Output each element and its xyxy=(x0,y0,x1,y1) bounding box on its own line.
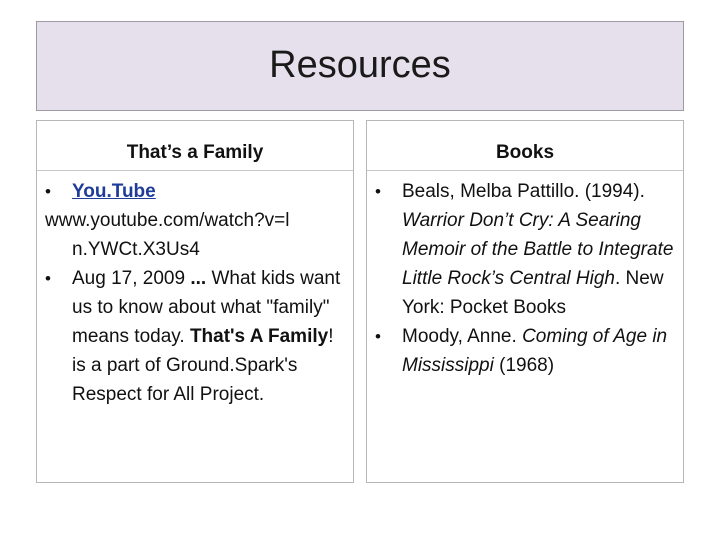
right-panel-heading: Books xyxy=(367,121,683,171)
bullet-icon: • xyxy=(375,182,381,201)
video-description-end: ! is a part of Ground.Spark's Respect for All Project. xyxy=(72,326,334,405)
video-description: What kids want us to know about what "family" means today. xyxy=(72,268,341,347)
bullet-icon: • xyxy=(375,327,381,346)
book2-title: Coming of Age in Mississippi xyxy=(402,326,668,376)
video-url-part2: n.YWCt.X3Us4 xyxy=(72,239,200,260)
video-url[interactable] xyxy=(45,206,345,264)
video-url-part1: www.youtube.com/watch?v=l xyxy=(45,210,290,231)
right-panel xyxy=(366,120,684,483)
book1-title: Warrior Don’t Cry: A Searing Memoir of the Battle to Integrate Little Rock’s Central High xyxy=(402,210,674,289)
right-panel-body xyxy=(367,171,683,380)
bullet-icon: • xyxy=(45,182,51,201)
video-title: That's A Family xyxy=(189,326,329,347)
list-item xyxy=(45,177,345,206)
list-item xyxy=(375,322,675,380)
bullet-icon: • xyxy=(45,269,51,288)
book1-publisher: . New York: Pocket Books xyxy=(402,268,664,318)
title-banner xyxy=(36,21,684,111)
left-panel-body xyxy=(37,171,353,409)
left-panel xyxy=(36,120,354,483)
list-item xyxy=(375,177,675,322)
list-item xyxy=(45,264,345,409)
video-date: Aug 17, 2009 xyxy=(72,268,186,289)
page-title: Resources xyxy=(269,44,451,86)
ellipsis: ... xyxy=(190,268,207,289)
left-panel-heading: That’s a Family xyxy=(37,121,353,171)
book2-year: (1968) xyxy=(493,355,555,376)
book2-author: Moody, Anne. xyxy=(402,326,517,347)
youtube-link[interactable]: You.Tube xyxy=(72,181,156,202)
book1-author: Beals, Melba Pattillo. (1994). xyxy=(402,181,645,202)
